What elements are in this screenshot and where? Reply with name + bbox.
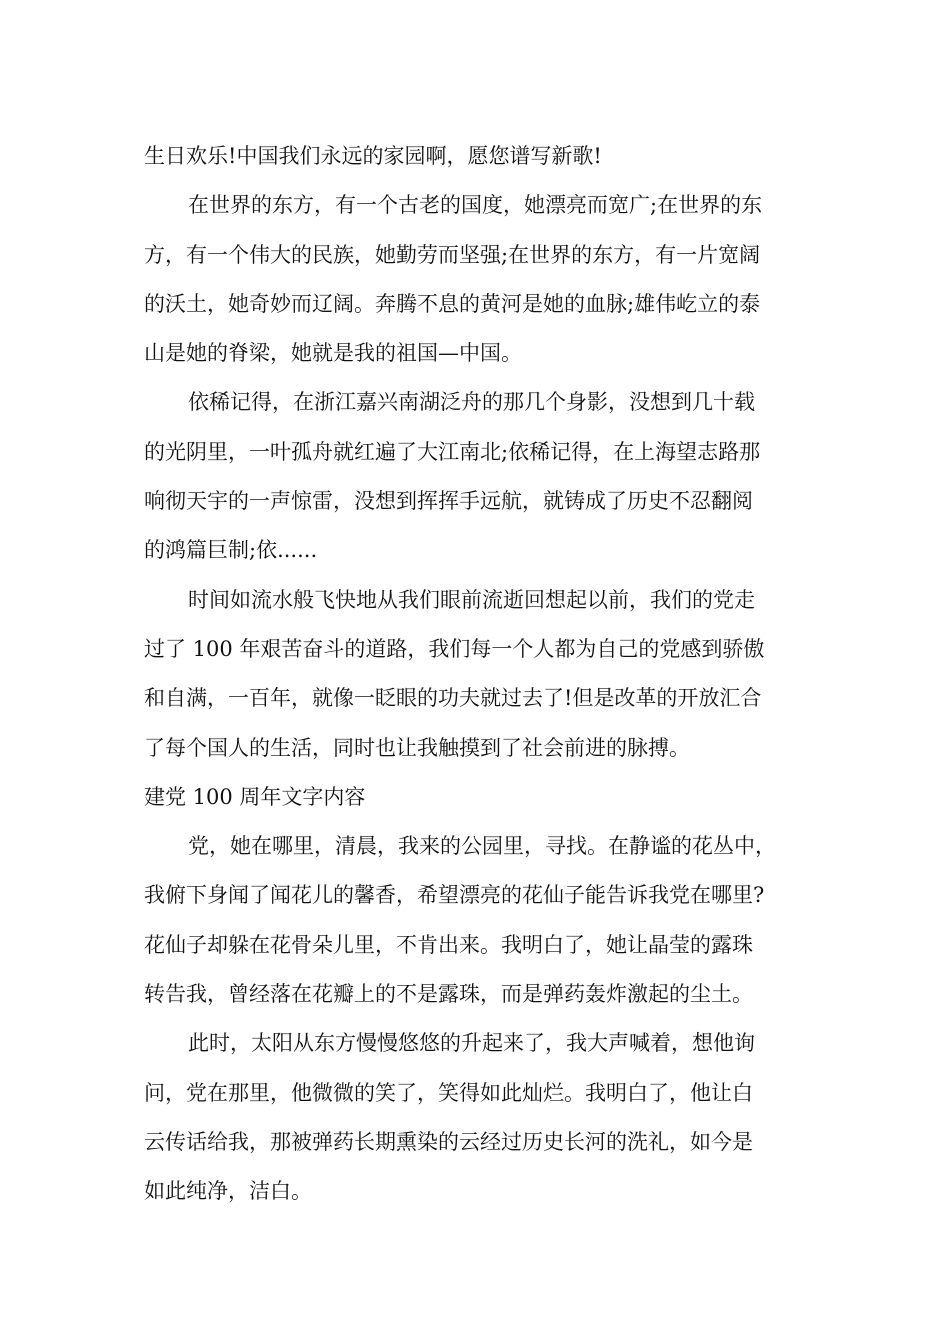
paragraph-line: 的光阴里，一叶孤舟就红遍了大江南北;依稀记得，在上海望志路那 bbox=[144, 439, 761, 464]
document-body bbox=[144, 132, 810, 1217]
paragraph-line: 的鸿篇巨制;依...... bbox=[144, 538, 318, 563]
paragraph-line: 在世界的东方，有一个古老的国度，她漂亮而宽广;在世界的东 bbox=[188, 193, 763, 218]
paragraph-5 bbox=[144, 1019, 810, 1216]
paragraph-line: 转告我，曾经落在花瓣上的不是露珠，而是弹药轰炸激起的尘土。 bbox=[144, 982, 753, 1007]
paragraph-line: 我俯下身闻了闻花儿的馨香，希望漂亮的花仙子能告诉我党在哪里? bbox=[144, 883, 765, 908]
paragraph-line: 的沃土，她奇妙而辽阔。奔腾不息的黄河是她的血脉;雄伟屹立的泰 bbox=[144, 291, 761, 316]
section-heading: 建党 100 周年文字内容 bbox=[144, 784, 366, 809]
paragraph-line: 问，党在那里，他微微的笑了，笑得如此灿烂。我明白了，他让白 bbox=[144, 1080, 753, 1105]
paragraph-line: 和自满，一百年，就像一眨眼的功夫就过去了!但是改革的开放汇合 bbox=[144, 686, 762, 711]
paragraph-line: 响彻天宇的一声惊雷，没想到挥挥手远航，就铸成了历史不忍翻阅 bbox=[144, 489, 753, 514]
paragraph-line: 依稀记得，在浙江嘉兴南湖泛舟的那几个身影，没想到几十载 bbox=[188, 390, 755, 415]
paragraph-1 bbox=[144, 181, 810, 378]
paragraph-line: 云传话给我，那被弹药长期熏染的云经过历史长河的洗礼，如今是 bbox=[144, 1129, 753, 1154]
paragraph-line: 时间如流水般飞快地从我们眼前流逝回想起以前，我们的党走 bbox=[188, 587, 755, 612]
paragraph-line: 方，有一个伟大的民族，她勤劳而坚强;在世界的东方，有一片宽阔 bbox=[144, 242, 761, 267]
paragraph-0 bbox=[144, 132, 810, 181]
paragraph-line: 山是她的脊梁，她就是我的祖国—中国。 bbox=[144, 341, 522, 366]
paragraph-4 bbox=[144, 822, 810, 1019]
paragraph-line: 党，她在哪里，清晨，我来的公园里，寻找。在静谧的花丛中， bbox=[188, 834, 776, 859]
paragraph-line: 如此纯净，洁白。 bbox=[144, 1179, 312, 1204]
paragraph-2 bbox=[144, 378, 810, 575]
paragraph-line: 此时，太阳从东方慢慢悠悠的升起来了，我大声喊着，想他询 bbox=[188, 1031, 755, 1056]
paragraph-3 bbox=[144, 576, 810, 773]
paragraph-line: 过了 100 年艰苦奋斗的道路，我们每一个人都为自己的党感到骄傲 bbox=[144, 636, 765, 661]
paragraph-line: 生日欢乐!中国我们永远的家园啊，愿您谱写新歌! bbox=[144, 144, 602, 168]
paragraph-line: 花仙子却躲在花骨朵儿里，不肯出来。我明白了，她让晶莹的露珠 bbox=[144, 932, 753, 957]
paragraph-line: 了每个国人的生活，同时也让我触摸到了社会前进的脉搏。 bbox=[144, 735, 690, 760]
